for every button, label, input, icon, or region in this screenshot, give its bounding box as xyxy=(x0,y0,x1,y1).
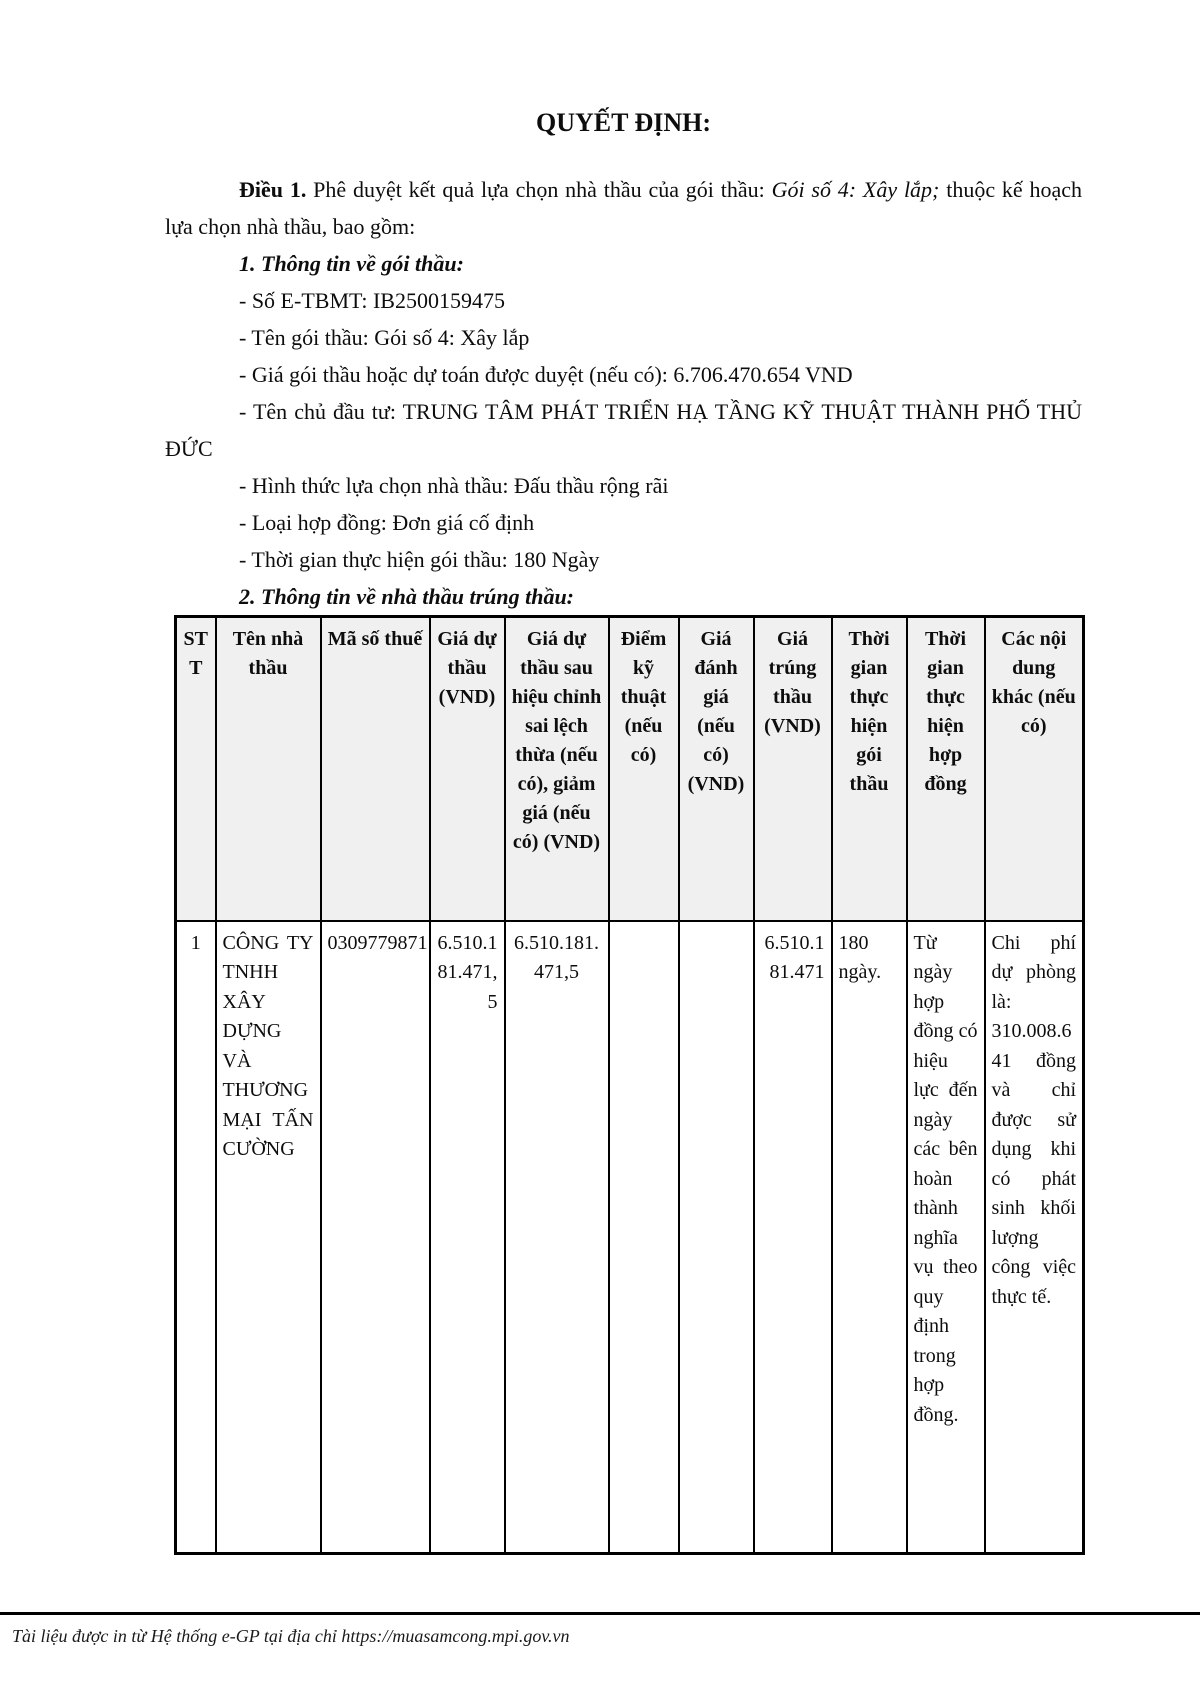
cell-contractor-name: CÔNG TY TNHH XÂY DỰNG VÀ THƯƠNG MẠI TẤN CƯỜNG xyxy=(216,921,321,1554)
article-1-text-tail: thuộc kế hoạch lựa chọn nhà thầu, bao gồm: xyxy=(165,177,1083,239)
section-2-heading: 2. Thông tin về nhà thầu trúng thầu: xyxy=(239,584,575,609)
cell-technical-score xyxy=(609,921,679,1554)
col-header-stt: STT xyxy=(176,617,216,921)
cell-tax-code: 0309779871 xyxy=(321,921,430,1554)
footer-note: Tài liệu được in từ Hệ thống e-GP tại địa chỉ https://muasamcong.mpi.gov.vn xyxy=(12,1626,570,1646)
article-1-package-name: Gói số 4: Xây lắp; xyxy=(771,177,940,202)
col-header-evaluated-price: Giá đánh giá (nếu có) (VND) xyxy=(679,617,754,921)
winning-bidder-table xyxy=(174,615,1085,1555)
cell-stt: 1 xyxy=(176,921,216,1554)
info-investor-name: - Tên chủ đầu tư: TRUNG TÂM PHÁT TRIỂN HẠ TẦNG KỸ THUẬT THÀNH PHỐ THỦ ĐỨC xyxy=(165,399,1082,461)
cell-evaluated-price xyxy=(679,921,754,1554)
col-header-contractor-name: Tên nhà thầu xyxy=(216,617,321,921)
col-header-bid-price: Giá dự thầu (VND) xyxy=(430,617,505,921)
info-package-price: - Giá gói thầu hoặc dự toán được duyệt (nếu có): 6.706.470.654 VND xyxy=(239,362,853,387)
section-1-heading: 1. Thông tin về gói thầu: xyxy=(239,251,464,276)
col-header-technical-score: Điểm kỹ thuật (nếu có) xyxy=(609,617,679,921)
info-contract-type: - Loại hợp đồng: Đơn giá cố định xyxy=(239,510,535,535)
info-selection-method: - Hình thức lựa chọn nhà thầu: Đấu thầu rộng rãi xyxy=(239,473,669,498)
col-header-bid-price-adjusted: Giá dự thầu sau hiệu chỉnh sai lệch thừa (nếu có), giảm giá (nếu có) (VND) xyxy=(505,617,609,921)
table-row xyxy=(176,921,1084,1554)
info-package-name: - Tên gói thầu: Gói số 4: Xây lắp xyxy=(239,325,530,350)
cell-bid-price-adjusted: 6.510.181.471,5 xyxy=(505,921,609,1554)
col-header-contract-duration: Thời gian thực hiện hợp đồng xyxy=(907,617,985,921)
cell-contract-duration: Từ ngày hợp đồng có hiệu lực đến ngày các bên hoàn thành nghĩa vụ theo quy định trong hợp đồng. xyxy=(907,921,985,1554)
col-header-package-duration: Thời gian thực hiện gói thầu xyxy=(832,617,907,921)
col-header-other-contents: Các nội dung khác (nếu có) xyxy=(985,617,1084,921)
table-header-row xyxy=(176,617,1084,921)
article-1-label: Điều 1. xyxy=(239,177,307,202)
cell-bid-price: 6.510.181.471,5 xyxy=(430,921,505,1554)
page-title: QUYẾT ĐỊNH: xyxy=(535,108,712,137)
cell-package-duration: 180 ngày. xyxy=(832,921,907,1554)
info-etbmt-number: - Số E-TBMT: IB2500159475 xyxy=(239,288,505,313)
col-header-tax-code: Mã số thuế xyxy=(321,617,430,921)
article-1-paragraph xyxy=(165,171,1082,245)
cell-winning-price: 6.510.181.471 xyxy=(754,921,832,1554)
page-footer xyxy=(0,1612,1200,1648)
col-header-winning-price: Giá trúng thầu (VND) xyxy=(754,617,832,921)
cell-other-contents: Chi phí dự phòng là: 310.008.641 đồng và chỉ được sử dụng khi có phát sinh khối lượng công việc thực tế. xyxy=(985,921,1084,1554)
info-package-duration: - Thời gian thực hiện gói thầu: 180 Ngày xyxy=(239,547,600,572)
article-1-text: Phê duyệt kết quả lựa chọn nhà thầu của gói thầu: xyxy=(306,177,772,202)
